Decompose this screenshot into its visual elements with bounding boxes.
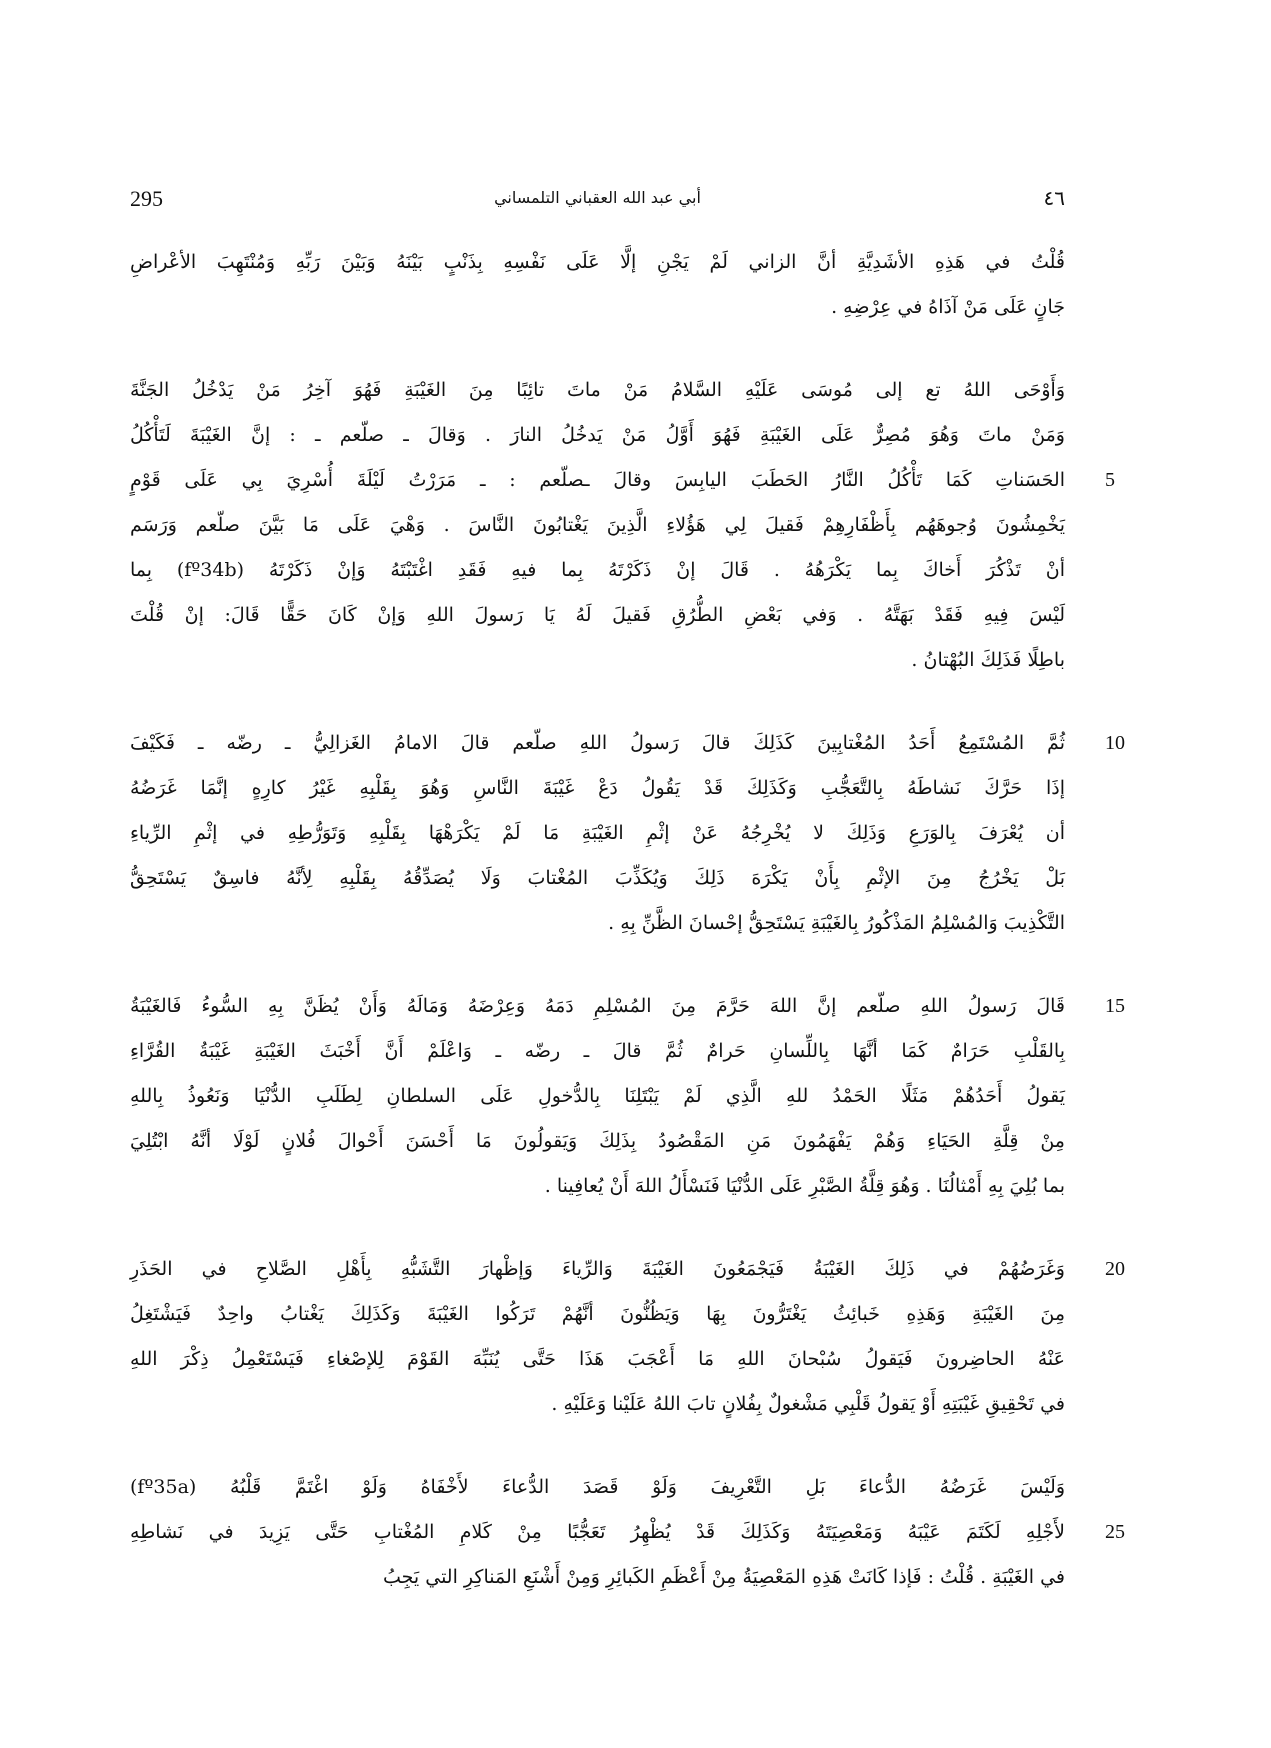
- line-text: بما بُلِيَ بِهِ أَمْثالُنَا . وَهُوَ قِلَّةُ الصَّبْرِ عَلَى الدُّنْيَا فَنَسْأَلُ اللهَ أَنْ يُعافِينا .: [544, 1175, 1065, 1197]
- line-text: وَأَوْحَى اللهُ تع إلى مُوسَى عَلَيْهِ السَّلامُ مَنْ ماتَ تائِبًا مِنَ الغَيْبَةِ فَهُوَ آخِرُ مَنْ يَدْخُلُ الجَنَّةَ: [130, 379, 1065, 401]
- line-text: في الغَيْبَةِ . قُلْتُ : فَإذا كَانَتْ هَذِهِ المَعْصِيَةُ مِنْ أَعْظَمِ الكَبائِرِ وَمِنْ أَشْنَعِ المَناكِرِ التي يَجِبُ: [382, 1566, 1065, 1588]
- line-text: مِنَ الغَيْبَةِ وَهَذِهِ خَبائِثُ يَغْتَرُّونَ بِهَا وَيَظُنُّونَ أنَّهُمْ تَرَكُوا الغَيْبَةَ وَكَذَلِكَ يَغْتابُ واحِدٌ فَيَشْتَغِلُ: [130, 1303, 1065, 1325]
- line-text: وَمَنْ ماتَ وَهُوَ مُصِرٌّ عَلَى الغَيْبَةِ فَهُوَ أَوَّلُ مَنْ يَدخُلُ النارَ . وَقالَ ـ صلّعم ـ : إنَّ الغَيْبَةَ لَتَأْكُلُ: [130, 424, 1065, 446]
- line-text: مِنْ قِلَّةِ الحَيَاءِ وَهُمْ يَفْهَمُونَ مَنِ المَقْصُودُ بِذَلِكَ وَيَقولُونَ مَا أَحْسَنَ أَحْوالَ فُلانٍ لَوْلَا أنَّهُ ابْتُلِيَ: [130, 1130, 1065, 1152]
- line-text: الحَسَناتِ كَمَا تَأْكُلُ النَّارُ الحَطَبَ اليابِسَ وقالَ ـصلّعم : ـ مَرَرْتُ لَيْلَةَ أُسْرِيَ بِي عَلَى قَوْمٍ: [130, 469, 1065, 491]
- text-line: [130, 901, 1065, 946]
- text-line: [130, 503, 1065, 548]
- text-line: [130, 638, 1065, 683]
- line-text: قَالَ رَسولُ اللهِ صلّعم إنَّ اللهَ حَرَّمَ مِنَ المُسْلِمِ دَمَهُ وَعِرْضَهُ وَمَالَهُ وَأَنْ يُظَنَّ بِهِ السُّوءُ فَالغَيْبَةُ: [130, 995, 1065, 1017]
- text-line: [130, 1292, 1065, 1337]
- line-text: أنْ تَذْكُرَ أَخاكَ بِما يَكْرَهُهُ . قَالَ إنْ ذَكَرْتَهُ بِما فيهِ فَقَدِ اغْتَبْتَهُ وَإنْ ذَكَرْتَهُ (fº34b) بِما: [130, 559, 1065, 581]
- line-text: قُلْتُ في هَذِهِ الأشَدِيَّةِ أنَّ الزاني لَمْ يَجْنِ إلَّا عَلَى نَفْسِهِ بِذَنْبٍ بَيْنَهُ وَبَيْنَ رَبِّهِ وَمُنْتَهِبَ الأعْراضِ: [130, 251, 1065, 273]
- text-line: [130, 548, 1065, 593]
- line-text: عَنْهُ الحاضِرونَ فَيَقولُ سُبْحانَ اللهِ مَا أَعْجَبَ هَذَا حَتَّى يُنَبِّهَ القَوْمَ لِلإصْغاءِ فَيَسْتَعْمِلُ ذِكْرَ اللهِ: [130, 1348, 1065, 1370]
- line-text: بَلْ يَخْرُجُ مِنَ الإثْمِ بِأَنْ يَكْرَهَ ذَلِكَ وَيُكَذِّبَ المُغْتابَ وَلَا يُصَدِّقُهُ بِقَلْبِهِ لِأنَّهُ فاسِقٌ يَسْتَحِقُّ: [130, 867, 1065, 889]
- paragraph: [130, 240, 1065, 330]
- text-line: [130, 285, 1065, 330]
- line-text: بِالقَلْبِ حَرَامٌ كَمَا أنَّهَا بِاللِّسانِ حَرامٌ ثُمَّ قالَ ـ رضّه ـ وَاعْلَمْ أَنَّ أَخْبَثَ الغَيْبَةِ غَيْبَةُ القُرَّاءِ: [130, 1040, 1065, 1062]
- text-line: [130, 1555, 1065, 1600]
- line-text: باطِلًا فَذَلِكَ البُهْتانُ .: [911, 649, 1065, 671]
- text-line: [130, 721, 1125, 766]
- body-text: [130, 240, 1125, 1638]
- text-line: [130, 240, 1065, 285]
- text-line: [130, 1510, 1125, 1555]
- text-line: [130, 413, 1065, 458]
- text-line: [130, 368, 1065, 413]
- paragraph: [130, 984, 1125, 1209]
- text-line: [130, 1337, 1065, 1382]
- text-line: [130, 458, 1115, 503]
- line-text: جَانٍ عَلَى مَنْ آذَاهُ في عِرْضِهِ .: [831, 296, 1065, 318]
- line-number: 25: [1105, 1521, 1125, 1543]
- text-line: [130, 1465, 1065, 1510]
- text-line: [130, 1119, 1065, 1164]
- line-text: لَيْسَ فِيهِ فَقَدْ بَهَتَّهُ . وَفي بَعْضِ الطُّرُقِ فَقيلَ لَهُ يَا رَسولَ اللهِ وَإنْ كَانَ حَقًّا قَالَ: إنْ قُلْتَ: [130, 604, 1065, 626]
- text-line: [130, 1074, 1065, 1119]
- text-line: [130, 593, 1065, 638]
- line-text: التَّكْذِيبَ وَالمُسْلِمُ المَذْكُورُ بِالغَيْبَةِ يَسْتَحِقُّ إحْسانَ الظَّنِّ بِهِ .: [608, 912, 1065, 934]
- page-number: 295: [130, 186, 163, 211]
- line-text: وَغَرَضُهُمْ في ذَلِكَ الغَيْبَةُ فَيَجْمَعُونَ الغَيْبَةَ وَالرِّياءَ وَإظْهارَ التَّشَبُّهِ بِأَهْلِ الصَّلاحِ في الحَذَرِ: [130, 1258, 1065, 1280]
- line-number: 10: [1105, 732, 1125, 754]
- line-text: لأَجْلِهِ لَكَتَمَ عَيْبَهُ وَمَعْصِيَتَهُ وَكَذَلِكَ قَدْ يُظْهِرُ تَعَجُّبًا مِنْ كَلامِ المُغْتابِ حَتَّى يَزِيدَ في نَشاطِهِ: [130, 1521, 1065, 1543]
- text-line: [130, 1247, 1125, 1292]
- line-text: وَلَيْسَ غَرَضُهُ الدُّعاءَ بَلِ التَّعْرِيفَ وَلَوْ قَصَدَ الدُّعاءَ لأَخْفَاهُ وَلَوْ اغْتَمَّ قَلْبُهُ (fº35a): [130, 1476, 1065, 1498]
- line-text: إذَا حَرَّكَ نَشاطَهُ بِالتَّعَجُّبِ وَكَذَلِكَ قَدْ يَقُولُ دَعْ غَيْبَةَ النَّاسِ وَهُوَ بِقَلْبِهِ غَيْرُ كارِهٍ إنَّمَا غَرَضُهُ: [130, 777, 1065, 799]
- folio-number-arabic: ٤٦: [1043, 186, 1065, 210]
- running-header: [130, 186, 1065, 218]
- running-title: أبي عبد الله العقباني التلمساني: [494, 188, 701, 207]
- text-line: [130, 811, 1065, 856]
- text-line: [130, 984, 1125, 1029]
- line-number: 20: [1105, 1258, 1125, 1280]
- text-line: [130, 856, 1065, 901]
- line-number: 5: [1105, 469, 1115, 491]
- text-line: [130, 1029, 1065, 1074]
- paragraph: [130, 368, 1115, 683]
- paragraph: [130, 721, 1125, 946]
- line-text: ثُمَّ المُسْتَمِعُ أَحَدُ المُغْتابِينَ كَذَلِكَ قالَ رَسولُ اللهِ صلّعم قالَ الامامُ الغَزالِيُّ ـ رضّه ـ فَكَيْفَ: [130, 732, 1065, 754]
- line-text: في تَحْقِيقِ غَيْبَتِهِ أَوْ يَقولُ قَلْبِي مَشْغولٌ بِفُلانٍ تابَ اللهُ عَلَيْنا وَعَلَيْهِ .: [551, 1393, 1065, 1415]
- line-number: 15: [1105, 995, 1125, 1017]
- text-line: [130, 1164, 1065, 1209]
- paragraph: [130, 1247, 1125, 1427]
- text-line: [130, 766, 1065, 811]
- line-text: يَخْمِشُونَ وُجوهَهُم بِأَظْفَارِهِمْ فَقيلَ لِي هَؤُلاءِ الَّذِينَ يَغْتابُونَ النَّاسَ . وَهْيَ عَلَى مَا بَيَّنَ صلّعم وَرَسَم: [130, 514, 1065, 536]
- line-text: أن يُعْرَفَ بِالوَرَعِ وَذَلِكَ لا يُخْرِجُهُ عَنْ إثْمِ الغَيْبَةِ مَا لَمْ يَكْرَهْهَا بِقَلْبِهِ وَتَوَرُّطِهِ في إثْمِ الرِّياءِ: [130, 822, 1065, 844]
- paragraph: [130, 1465, 1125, 1600]
- line-text: يَقولُ أَحَدُهُمْ مَثَلًا الحَمْدُ للهِ الَّذِي لَمْ يَبْتَلِنَا بِالدُّخولِ عَلَى السلطانِ لِطَلَبِ الدُّنْيَا وَنَعُوذُ بِاللهِ: [130, 1085, 1065, 1107]
- text-line: [130, 1382, 1065, 1427]
